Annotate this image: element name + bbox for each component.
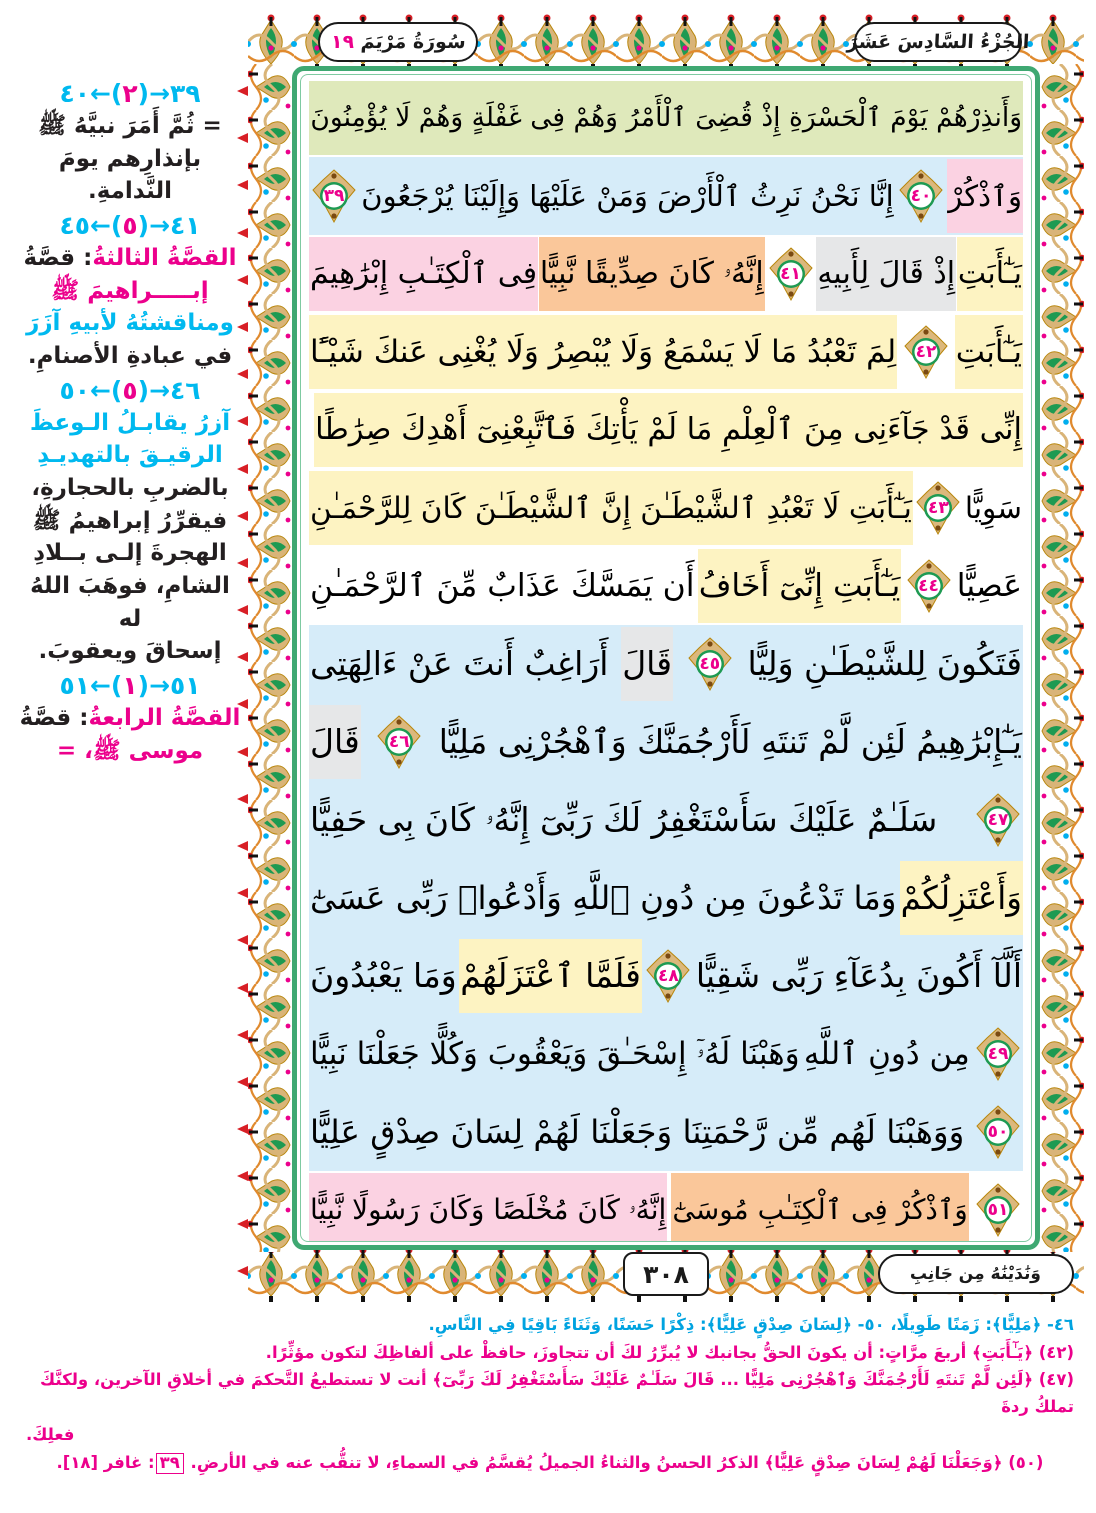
side-note-line: الرقيـقَ بالتهديـدِ xyxy=(37,442,223,469)
quran-text-segment: فَلَمَّا ٱعْتَزَلَهُمْ xyxy=(459,939,642,1013)
margin-tick-icon xyxy=(237,558,248,568)
side-note-block xyxy=(14,78,246,208)
side-note-line: ومناقشتُهُ لأبيهِ آزَرَ xyxy=(26,310,234,337)
side-note-line: فيقرِّرُ إبراهيمُ ﷺ xyxy=(32,507,228,534)
quran-text-segment: فَتَكُونَ لِلشَّيْطَـٰنِ وَلِيًّا xyxy=(747,627,1023,701)
quran-text-segment: يَـٰٓأَبَتِ xyxy=(957,237,1023,311)
ornamental-frame xyxy=(248,14,1084,1302)
ayah-number-marker: ٤٢ xyxy=(903,324,949,380)
margin-tick-icon xyxy=(237,841,248,851)
side-note-line: موسى ﷺ، = xyxy=(56,737,204,764)
ayah-number-marker: ٤٩ xyxy=(975,1026,1021,1082)
margin-tick-rail xyxy=(236,86,248,1276)
right-ornament-band xyxy=(1036,64,1084,1252)
verse-range-indicator: ٥١←(١)→٥١ xyxy=(59,670,201,700)
margin-tick-icon xyxy=(237,133,248,143)
footnote-line: (٤٧) ﴿لَئِن لَّمْ تَنتَهِ لَأَرْجُمَنَّكَ وَٱهْجُرْنِى مَلِيًّا ... قَالَ سَلَـٰمٌ عَلَيْكَ سَأَسْتَغْفِرُ لَكَ رَبِّىٓ﴾ أنت لا تستطيعُ التَّحكمَ في أخلاقِ الآخرين، ولكنَّكَ تملكُ ردةَ xyxy=(40,1370,1074,1417)
quran-text-segment: إِذْ قَالَ لِأَبِيهِ xyxy=(816,237,956,311)
margin-tick-icon xyxy=(237,86,248,96)
quran-text-segment: قَالَ xyxy=(309,705,361,779)
quran-line xyxy=(309,157,1023,235)
quran-text-segment: سَلَـٰمٌ عَلَيْكَ سَأَسْتَغْفِرُ لَكَ رَبِّىٓ إِنَّهُۥ كَانَ بِى حَفِيًّا xyxy=(309,783,938,857)
text-panel-outer-border xyxy=(292,66,1040,1250)
ayah-number-marker: ٤٧ xyxy=(975,792,1021,848)
side-note-line: الهجرةَ إلـى بــلادِ xyxy=(33,540,227,567)
margin-tick-icon xyxy=(237,983,248,993)
surah-name-text: سُورَةُ مَرْيَمَ ١٩ xyxy=(330,31,466,53)
quran-text-segment: يَـٰٓأَبَتِ xyxy=(955,315,1023,389)
margin-tick-icon xyxy=(237,1030,248,1040)
quran-text-segment: وَهَبْنَا لَهُۥٓ إِسْحَـٰقَ وَيَعْقُوبَ وَكُلًّا جَعَلْنَا نَبِيًّا xyxy=(309,1017,801,1091)
side-note-block xyxy=(14,375,246,668)
footnote-line: فعلِكَ. xyxy=(26,1424,75,1444)
ayah-number-marker: ٤٥ xyxy=(687,636,733,692)
quran-text-segment: يَـٰٓأَبَتِ لَا تَعْبُدِ ٱلشَّيْطَـٰنَ إِنَّ ٱلشَّيْطَـٰنَ كَانَ لِلرَّحْمَـٰنِ xyxy=(309,471,913,545)
quran-text-segment: إِنَّهُۥ كَانَ مُخْلَصًا وَكَانَ رَسُولًا نَّبِيًّا xyxy=(309,1173,667,1242)
side-note-line: القصَّةُ الثالثةُ: قصَّةُ xyxy=(23,244,237,271)
margin-tick-icon xyxy=(237,228,248,238)
margin-tick-icon xyxy=(237,511,248,521)
quran-line xyxy=(309,469,1023,547)
quran-text-segment: إِنِّى قَدْ جَآءَنِى مِنَ ٱلْعِلْمِ مَا لَمْ يَأْتِكَ فَٱتَّبِعْنِىٓ أَهْدِكَ صِرَٰطًا xyxy=(314,393,1023,467)
quran-text-segment: مِن دُونِ ٱللَّهِ xyxy=(803,1017,971,1091)
ayah-number-marker: ٥٠ xyxy=(975,1104,1021,1160)
text-panel-inner-border xyxy=(300,74,1032,1242)
quran-text-segment: وَوَهَبْنَا لَهُم مِّن رَّحْمَتِنَا وَجَعَلْنَا لَهُمْ لِسَانَ صِدْقٍ عَلِيًّا xyxy=(309,1095,965,1169)
side-note-block xyxy=(14,670,246,767)
margin-tick-icon xyxy=(237,416,248,426)
quran-line xyxy=(309,703,1023,781)
ayah-number-marker: ٥١ xyxy=(975,1182,1021,1238)
quran-text-segment: فِى ٱلْكِتَـٰبِ إِبْرَٰهِيمَ xyxy=(309,237,538,311)
margin-tick-icon xyxy=(237,180,248,190)
quran-text-segment: يَـٰٓإِبْرَٰهِيمُ لَئِن لَّمْ تَنتَهِ لَأَرْجُمَنَّكَ وَٱهْجُرْنِى مَلِيًّا xyxy=(438,705,1023,779)
surah-name-cartouche xyxy=(318,22,478,62)
verse-range-indicator: ٤٠←(٢)→٣٩ xyxy=(59,79,201,108)
ayah-number-marker: ٤١ xyxy=(768,246,814,302)
left-ornament-band xyxy=(248,64,296,1252)
side-note-line: = ثُمَّ أَمَرَ نبيَّهُ ﷺ xyxy=(38,113,222,139)
margin-tick-icon xyxy=(237,1266,248,1276)
margin-tick-icon xyxy=(237,888,248,898)
quran-line xyxy=(309,937,1023,1015)
margin-tick-icon xyxy=(237,464,248,474)
quran-text-segment: سَوِيًّا xyxy=(964,491,1022,525)
margin-tick-icon xyxy=(237,1124,248,1134)
verse-range-indicator: ٥٠←(٥)→٤٦ xyxy=(59,375,201,405)
side-note-line: آزرُ يقابـلُ الـوعظَ xyxy=(29,409,231,436)
side-note-line: الشامِ، فوهَبَ اللهُ له xyxy=(30,572,230,632)
quran-text-segment: وَٱذْكُرْ xyxy=(947,159,1023,233)
footnote-line: (٤٢) ﴿يَـٰٓأَبَتِ﴾ أربعَ مرَّاتٍ: أن يكونَ الحقُّ بجانبك لا يُبرِّرُ لكَ أن تتجاوزَ، حافظْ على ألفاظِكَ لتكون مؤثِّرًا. xyxy=(265,1342,1074,1362)
quran-line xyxy=(309,235,1023,313)
side-note-line: بإنذارِهم يومَ النَّدامةِ. xyxy=(58,145,202,205)
footnotes-section xyxy=(26,1312,1074,1477)
quran-line xyxy=(309,79,1023,157)
quran-text-segment: وَأَنذِرْهُمْ يَوْمَ ٱلْحَسْرَةِ إِذْ قُضِىَ ٱلْأَمْرُ وَهُمْ فِى غَفْلَةٍ وَهُمْ لَا يُؤْمِنُونَ xyxy=(309,81,1023,155)
side-note-line: في عبادةِ الأصنامِ. xyxy=(27,342,233,369)
quran-line xyxy=(309,1171,1023,1242)
quran-line xyxy=(309,1015,1023,1093)
quran-line xyxy=(309,1093,1023,1171)
margin-tick-icon xyxy=(237,605,248,615)
quran-text-segment: أَن يَمَسَّكَ عَذَابٌ مِّنَ ٱلرَّحْمَـٰنِ xyxy=(310,568,695,604)
margin-tick-icon xyxy=(237,747,248,757)
side-note-line: القصَّةُ الرابعةُ: قصَّةُ xyxy=(19,704,241,731)
quran-text-segment: إِنَّهُۥ كَانَ صِدِّيقًا نَّبِيًّا xyxy=(539,237,765,311)
margin-tick-icon xyxy=(237,1219,248,1229)
side-commentary-column xyxy=(14,78,246,1268)
margin-tick-icon xyxy=(237,699,248,709)
quran-text-segment: يَـٰٓأَبَتِ إِنِّىٓ أَخَافُ xyxy=(698,549,902,623)
quran-text-segment: لِمَ تَعْبُدُ مَا لَا يَسْمَعُ وَلَا يُبْصِرُ وَلَا يُغْنِى عَنكَ شَيْـًٔا xyxy=(309,315,897,389)
footnote-line: ٤٦- ﴿مَلِيًّا﴾: زَمَنًا طَوِيلًا، ٥٠- ﴿لِسَانَ صِدْقٍ عَلِيًّا﴾: ذِكْرًا حَسَنًا، وَثَنَاءً بَاقِيًا فِي النَّاسِ. xyxy=(428,1315,1074,1334)
margin-tick-icon xyxy=(237,652,248,662)
margin-tick-icon xyxy=(237,1077,248,1087)
margin-tick-icon xyxy=(237,794,248,804)
margin-tick-icon xyxy=(237,275,248,285)
margin-tick-icon xyxy=(237,369,248,379)
quran-text-segment: إِنَّا نَحْنُ نَرِثُ ٱلْأَرْضَ وَمَنْ عَلَيْهَا وَإِلَيْنَا يُرْجَعُونَ xyxy=(360,159,894,233)
quran-line xyxy=(309,313,1023,391)
quran-line xyxy=(309,625,1023,703)
quran-text-segment: وَمَا يَعْبُدُونَ xyxy=(309,939,458,1013)
quran-text-segment: أَرَاغِبٌ أَنتَ عَنْ ءَالِهَتِى xyxy=(309,627,609,701)
ayah-number-marker: ٣٩ xyxy=(311,168,357,224)
margin-tick-icon xyxy=(237,1171,248,1181)
quran-text-segment: قَالَ xyxy=(621,627,673,701)
ayah-number-marker: ٤٠ xyxy=(898,168,944,224)
quran-text-segment: أَلَّآ أَكُونَ بِدُعَآءِ رَبِّى شَقِيًّا xyxy=(695,939,1023,1013)
verse-range-indicator: ٤٥←(٥)→٤١ xyxy=(59,210,201,240)
quran-text-segment: وَٱذْكُرْ فِى ٱلْكِتَـٰبِ مُوسَىٰٓ xyxy=(671,1173,968,1242)
quran-line xyxy=(309,547,1023,625)
quran-line xyxy=(309,781,1023,859)
footnote-line: (٥٠) ﴿وَجَعَلْنَا لَهُمْ لِسَانَ صِدْقٍ عَلِيًّا﴾ الذكرُ الحسنُ والثناءُ الجميلُ يُقسَّمُ في السماءِ، لا تنقُّب عنه في الأرضِ. ٣٩: غافر [١٨]. xyxy=(56,1452,1044,1472)
margin-tick-icon xyxy=(237,935,248,945)
ayah-number-marker: ٤٦ xyxy=(376,714,422,770)
quran-text-body xyxy=(301,75,1031,1241)
side-note-block xyxy=(14,210,246,373)
margin-tick-icon xyxy=(237,322,248,332)
juz-text: الجُزْءُ السَّادِسَ عَشَرَ xyxy=(846,31,1030,53)
ayah-number-marker: ٤٨ xyxy=(645,948,691,1004)
quran-line xyxy=(309,391,1023,469)
side-note-line: بالضربِ بالحجارةِ، xyxy=(31,474,229,501)
page-number-cartouche xyxy=(623,1252,709,1296)
quran-line xyxy=(309,859,1023,937)
catchword-text: وَنَٰدَيْنَٰهُ مِن جَانِبِ xyxy=(909,1264,1043,1284)
quran-text-segment: عَصِيًّا xyxy=(956,568,1022,604)
ayah-number-marker: ٤٤ xyxy=(906,558,952,614)
juz-cartouche xyxy=(846,22,1030,62)
quran-text-segment: وَأَعْتَزِلُكُمْ xyxy=(900,861,1023,935)
ayah-number-marker: ٤٣ xyxy=(915,480,961,536)
catchword-cartouche xyxy=(878,1254,1074,1294)
side-note-line: إبـــــراهيمَ ﷺ xyxy=(51,277,209,304)
quran-text-segment: وَمَا تَدْعُونَ مِن دُونِ ٱللَّهِ وَأَدْعُوا۟ رَبِّى عَسَىٰٓ xyxy=(309,861,897,935)
side-note-line: إسحاقَ ويعقوبَ. xyxy=(38,638,222,665)
page-number-text: ٣٠٨ xyxy=(643,1259,689,1289)
